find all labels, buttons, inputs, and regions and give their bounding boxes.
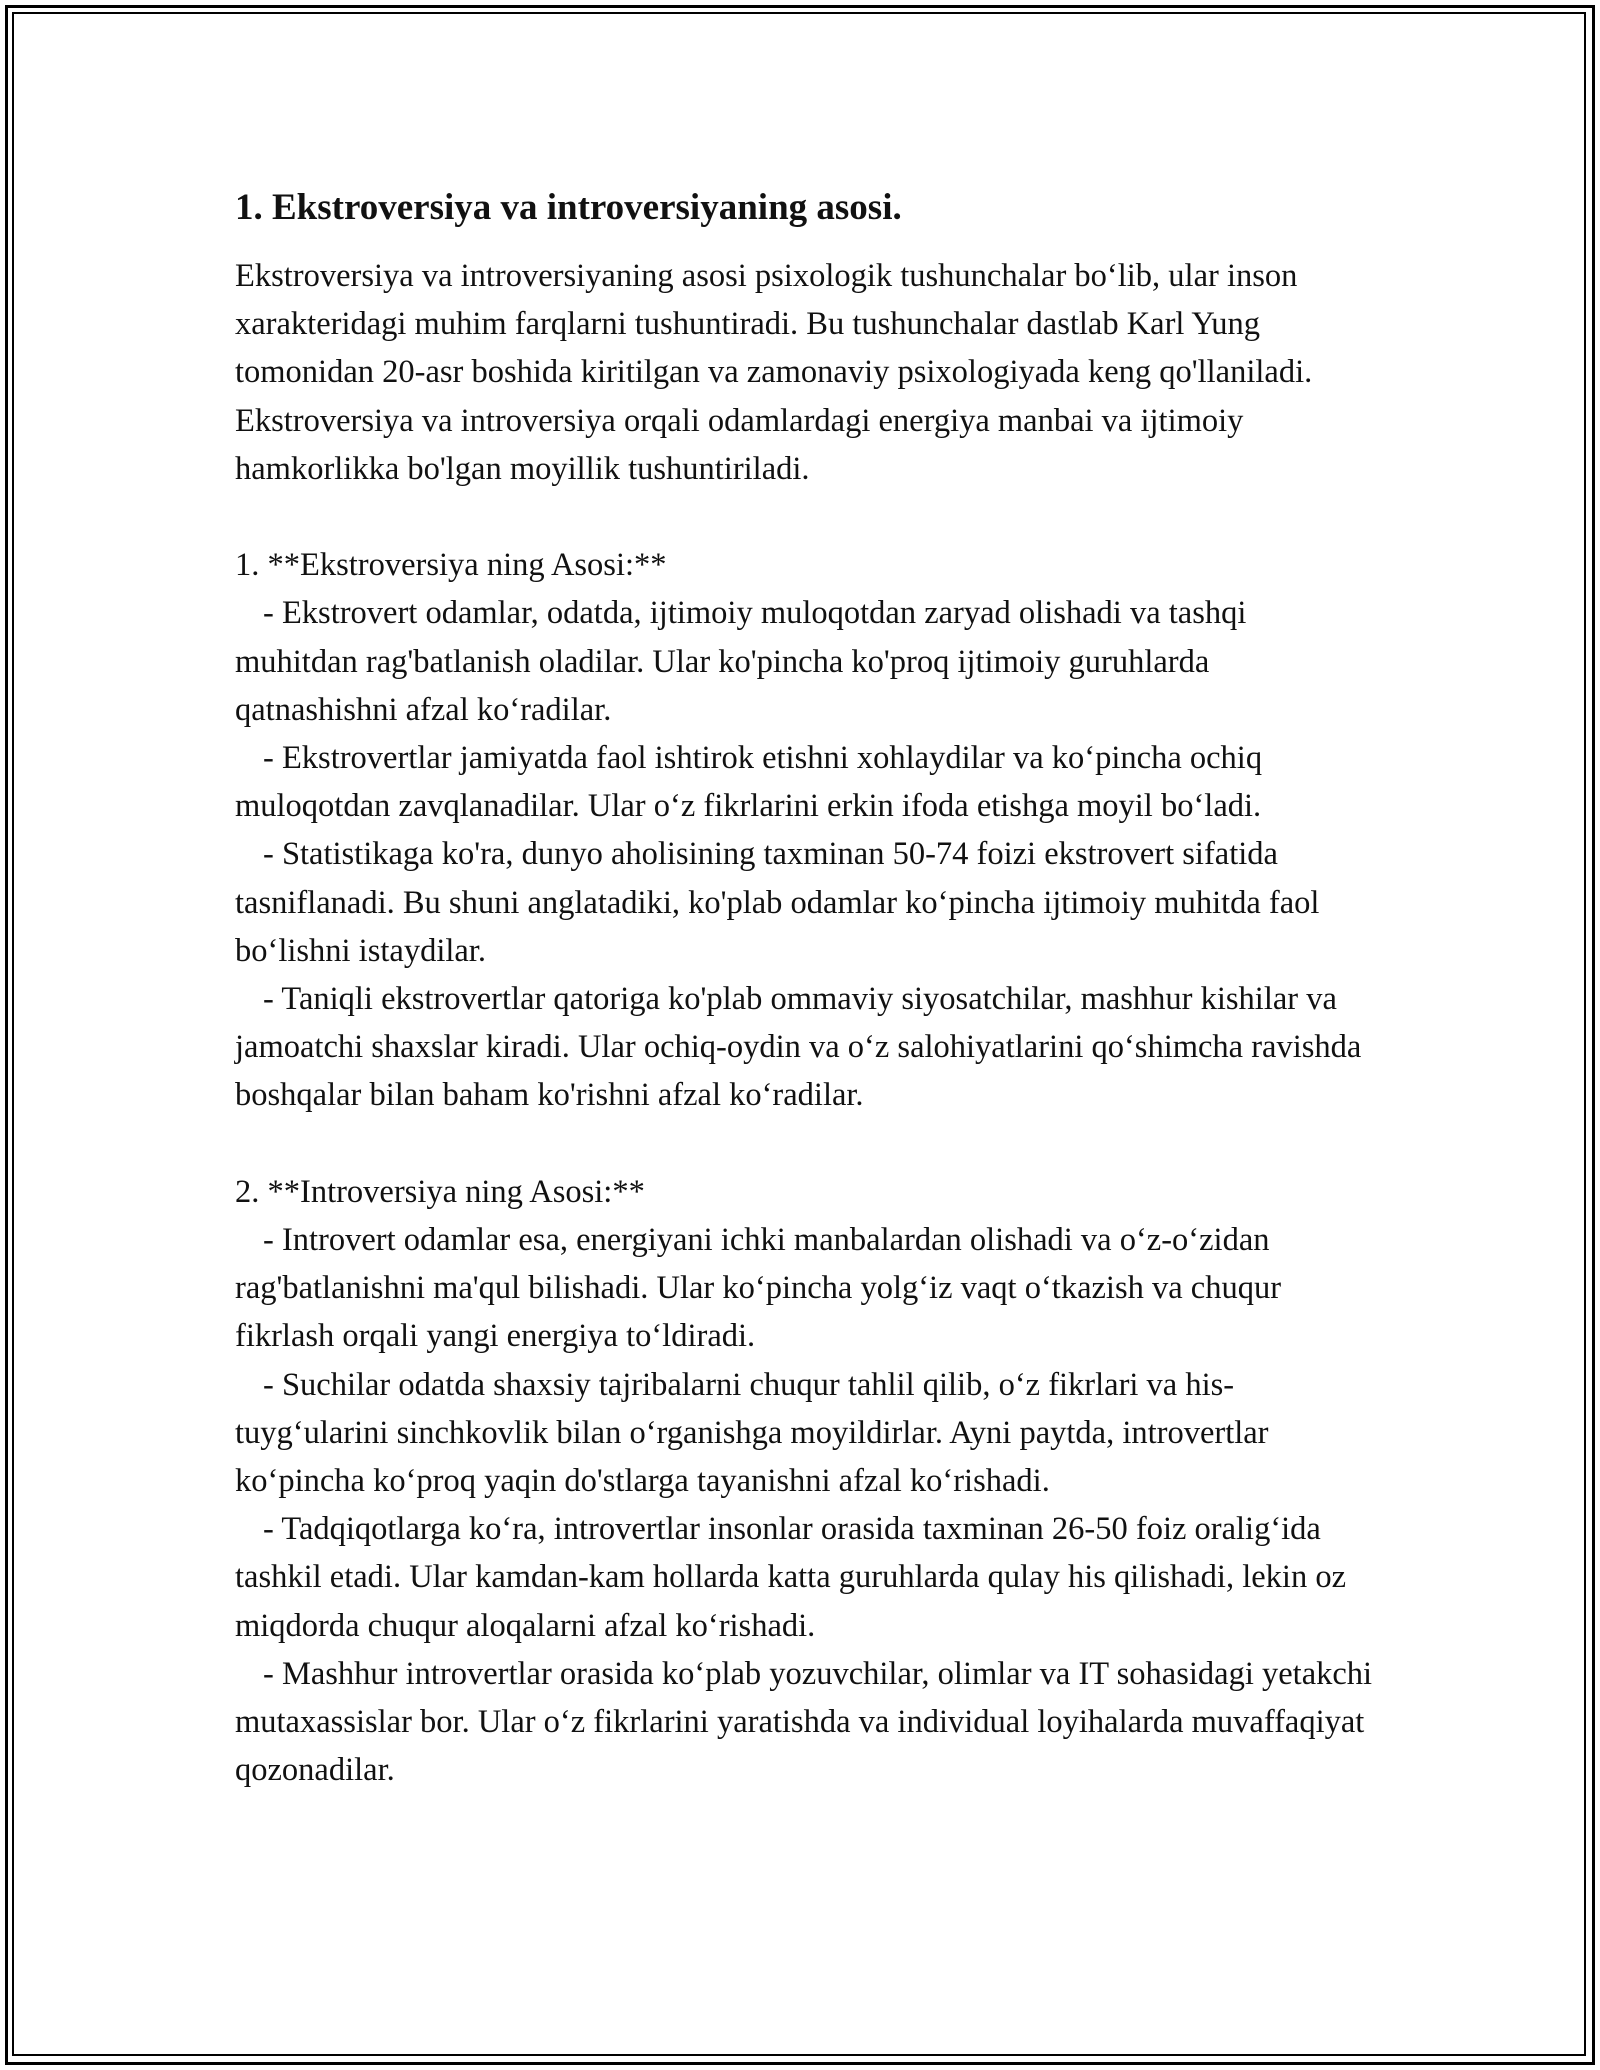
list-item: - Tadqiqotlarga ko‘ra, introvertlar insonlar orasida taxminan 26-50 foiz oralig‘ida tashkil etadi. Ular kamdan-kam hollarda katta guruhlarda qulay his qilishadi, lekin oz miqdorda chuqur aloqalarni afzal ko‘rishadi. — [235, 1511, 1346, 1644]
section-heading: 1. Ekstroversiya va introversiyaning asosi. — [235, 187, 902, 228]
list-item: - Statistikaga ko'ra, dunyo aholisining taxminan 50-74 foizi ekstrovert sifatida tasniflanadi. Bu shuni anglatadiki, ko'plab odamlar ko‘pincha ijtimoiy muhitda faol bo‘lishni istaydilar. — [235, 836, 1320, 969]
introversion-section — [235, 1168, 1375, 1795]
list-item: - Ekstrovert odamlar, odatda, ijtimoiy muloqotdan zaryad olishadi va tashqi muhitdan rag'batlanish oladilar. Ular ko'pincha ko'proq ijtimoiy guruhlarda qatnashishni afzal ko‘radilar. — [235, 595, 1247, 728]
extroversion-section — [235, 541, 1375, 1119]
introversion-title: 2. **Introversiya ning Asosi:** — [235, 1173, 645, 1210]
list-item: - Introvert odamlar esa, energiyani ichki manbalardan olishadi va o‘z-o‘zidan rag'batlanishni ma'qul bilishadi. Ular ko‘pincha yolg‘iz vaqt o‘tkazish va chuqur fikrlash orqali yangi energiya to‘ldiradi. — [235, 1222, 1282, 1355]
list-item: - Ekstrovertlar jamiyatda faol ishtirok etishni xohlaydilar va ko‘pincha ochiq muloqotdan zavqlanadilar. Ular o‘z fikrlarini erkin ifoda etishga moyil bo‘ladi. — [235, 740, 1263, 825]
list-item: - Taniqli ekstrovertlar qatoriga ko'plab ommaviy siyosatchilar, mashhur kishilar va jamoatchi shaxslar kiradi. Ular ochiq-oydin va o‘z salohiyatlarini qo‘shimcha ravishda boshqalar bilan baham ko'rishni afzal ko‘radilar. — [235, 981, 1362, 1114]
extroversion-title: 1. **Ekstroversiya ning Asosi:** — [235, 547, 667, 584]
list-item: - Mashhur introvertlar orasida ko‘plab yozuvchilar, olimlar va IT sohasidagi yetakchi mutaxassislar bor. Ular o‘z fikrlarini yaratishda va individual loyihalarda muvaffaqiyat qozonadilar. — [235, 1655, 1373, 1789]
intro-paragraph: Ekstroversiya va introversiyaning asosi psixologik tushunchalar bo‘lib, ular inson xarakteridagi muhim farqlarni tushuntiradi. Bu tushunchalar dastlab Karl Yung tomonidan 20-asr boshida kiritilgan va zamonaviy psixologiyada keng qo'llaniladi. Ekstroversiya va introversiya orqali odamlardagi energiya manbai va ijtimoiy hamkorlikka bo'lgan moyillik tushuntiriladi. — [235, 258, 1313, 487]
document-body — [235, 184, 1375, 1843]
list-item: - Suchilar odatda shaxsiy tajribalarni chuqur tahlil qilib, o‘z fikrlari va his-tuyg‘ularini sinchkovlik bilan o‘rganishga moyildirlar. Ayni paytda, introvertlar ko‘pincha ko‘proq yaqin do'stlarga tayanishni afzal ko‘rishadi. — [235, 1366, 1269, 1500]
